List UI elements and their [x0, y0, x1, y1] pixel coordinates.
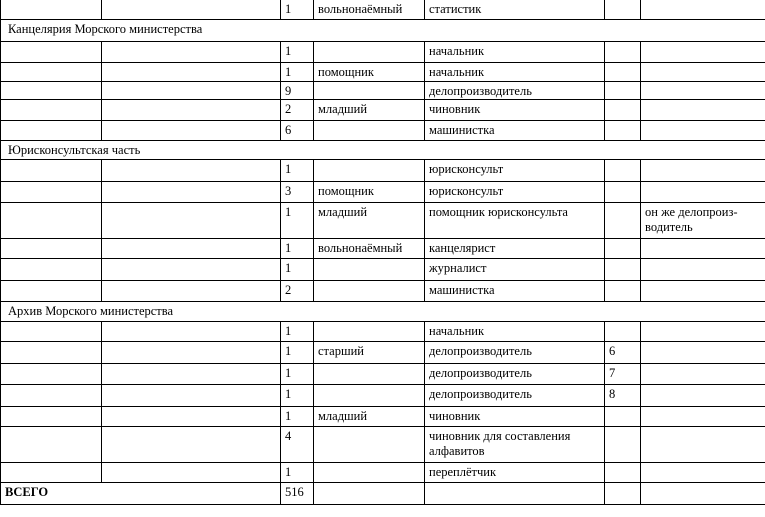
- staff-title: помощник юрисконсульта: [425, 203, 605, 239]
- staff-note: [641, 63, 765, 82]
- staff-count: 1: [281, 407, 314, 427]
- staff-count: 1: [281, 42, 314, 63]
- staff-note: [641, 121, 765, 141]
- staff-kind: [314, 82, 425, 100]
- cell-empty: [102, 121, 281, 141]
- staff-note: [641, 427, 765, 463]
- staff-kind: младший: [314, 203, 425, 239]
- staff-title: юрисконсульт: [425, 160, 605, 182]
- staff-kind: младший: [314, 100, 425, 121]
- staff-title: канцелярист: [425, 239, 605, 259]
- staff-kind: [314, 427, 425, 463]
- staff-count: 9: [281, 82, 314, 100]
- staff-class: [605, 407, 641, 427]
- staff-kind: [314, 322, 425, 342]
- table-row: [1, 63, 765, 82]
- section-title: Архив Морского министерства: [1, 302, 765, 322]
- cell-empty: [605, 483, 641, 505]
- cell-empty: [102, 342, 281, 364]
- staff-title: чиновник: [425, 407, 605, 427]
- cell-empty: [1, 63, 102, 82]
- table-row: [1, 182, 765, 203]
- cell-empty: [102, 364, 281, 385]
- staff-count: 1: [281, 322, 314, 342]
- staff-title: делопроизводитель: [425, 342, 605, 364]
- section-header-row: [1, 20, 765, 42]
- staff-class: [605, 239, 641, 259]
- staff-note: [641, 42, 765, 63]
- cell-empty: [1, 463, 102, 483]
- cell-empty: [102, 463, 281, 483]
- cell-empty: [425, 483, 605, 505]
- cell-empty: [1, 121, 102, 141]
- staff-title: журналист: [425, 259, 605, 281]
- cell-empty: [1, 427, 102, 463]
- staff-count: 1: [281, 63, 314, 82]
- staff-class: [605, 203, 641, 239]
- table-row: [1, 364, 765, 385]
- table-row: [1, 121, 765, 141]
- section-header-row: [1, 141, 765, 160]
- staff-count: 1: [281, 239, 314, 259]
- cell-empty: [102, 239, 281, 259]
- staff-class: [605, 281, 641, 302]
- staff-count: 1: [281, 463, 314, 483]
- staff-note: [641, 342, 765, 364]
- section-header-row: [1, 302, 765, 322]
- total-label: ВСЕГО: [1, 483, 281, 505]
- total-count: 516: [281, 483, 314, 505]
- staff-kind: [314, 463, 425, 483]
- staff-count: 1: [281, 259, 314, 281]
- staff-note: [641, 0, 765, 20]
- total-row: [1, 483, 765, 505]
- staff-title: начальник: [425, 322, 605, 342]
- staff-count: 1: [281, 385, 314, 407]
- staff-note: [641, 281, 765, 302]
- cell-empty: [102, 160, 281, 182]
- cell-empty: [1, 239, 102, 259]
- staff-class: [605, 0, 641, 20]
- cell-empty: [102, 82, 281, 100]
- staff-kind: [314, 121, 425, 141]
- staff-note: он же делопроиз-водитель: [641, 203, 765, 239]
- table-row: [1, 385, 765, 407]
- cell-empty: [1, 385, 102, 407]
- staff-count: 6: [281, 121, 314, 141]
- staff-note: [641, 322, 765, 342]
- staff-kind: [314, 281, 425, 302]
- cell-empty: [102, 427, 281, 463]
- staff-count: 2: [281, 281, 314, 302]
- staff-note: [641, 160, 765, 182]
- table-row: [1, 281, 765, 302]
- table-row: [1, 463, 765, 483]
- staff-count: 1: [281, 342, 314, 364]
- table-row: [1, 342, 765, 364]
- cell-empty: [1, 100, 102, 121]
- staff-class: [605, 182, 641, 203]
- cell-empty: [102, 281, 281, 302]
- staff-title: делопроизводитель: [425, 385, 605, 407]
- staff-kind: [314, 42, 425, 63]
- staff-kind: вольнонаёмный: [314, 0, 425, 20]
- table-row: [1, 203, 765, 239]
- staff-kind: [314, 364, 425, 385]
- cell-empty: [102, 100, 281, 121]
- cell-empty: [1, 342, 102, 364]
- staff-note: [641, 239, 765, 259]
- table-row: [1, 407, 765, 427]
- staff-title: чиновник: [425, 100, 605, 121]
- cell-empty: [1, 82, 102, 100]
- staff-note: [641, 385, 765, 407]
- cell-empty: [102, 182, 281, 203]
- staff-note: [641, 364, 765, 385]
- cell-empty: [1, 203, 102, 239]
- staff-class: 6: [605, 342, 641, 364]
- staff-title: чиновник для составления алфавитов: [425, 427, 605, 463]
- staff-title: делопроизводитель: [425, 82, 605, 100]
- staff-kind: помощник: [314, 63, 425, 82]
- staff-kind: старший: [314, 342, 425, 364]
- cell-empty: [102, 407, 281, 427]
- staff-note: [641, 182, 765, 203]
- staff-class: [605, 463, 641, 483]
- section-title: Юрисконсультская часть: [1, 141, 765, 160]
- staff-note: [641, 259, 765, 281]
- staff-kind: [314, 385, 425, 407]
- table-row: [1, 42, 765, 63]
- cell-empty: [102, 0, 281, 20]
- staff-title: начальник: [425, 42, 605, 63]
- staff-class: 7: [605, 364, 641, 385]
- staff-title: начальник: [425, 63, 605, 82]
- staff-class: [605, 63, 641, 82]
- table-row: [1, 427, 765, 463]
- cell-empty: [1, 182, 102, 203]
- staff-class: [605, 160, 641, 182]
- staff-title: статистик: [425, 0, 605, 20]
- staff-count: 1: [281, 364, 314, 385]
- staff-count: 3: [281, 182, 314, 203]
- staff-count: 1: [281, 203, 314, 239]
- staff-class: [605, 100, 641, 121]
- staff-note: [641, 82, 765, 100]
- staff-count: 1: [281, 160, 314, 182]
- staff-title: машинистка: [425, 121, 605, 141]
- table-row: [1, 100, 765, 121]
- staff-kind: [314, 160, 425, 182]
- table-row: [1, 239, 765, 259]
- table-row: [1, 259, 765, 281]
- staff-title: переплётчик: [425, 463, 605, 483]
- cell-empty: [1, 42, 102, 63]
- cell-empty: [102, 203, 281, 239]
- staff-class: [605, 121, 641, 141]
- staff-class: [605, 259, 641, 281]
- cell-empty: [102, 322, 281, 342]
- cell-empty: [102, 385, 281, 407]
- cell-empty: [1, 160, 102, 182]
- staff-count: 1: [281, 0, 314, 20]
- staff-note: [641, 100, 765, 121]
- cell-empty: [1, 322, 102, 342]
- staff-kind: младший: [314, 407, 425, 427]
- cell-empty: [102, 63, 281, 82]
- cell-empty: [641, 483, 765, 505]
- staff-title: делопроизводитель: [425, 364, 605, 385]
- staff-note: [641, 463, 765, 483]
- staff-kind: [314, 259, 425, 281]
- staff-class: [605, 322, 641, 342]
- staff-kind: вольнонаёмный: [314, 239, 425, 259]
- table-row: [1, 0, 765, 20]
- staff-kind: помощник: [314, 182, 425, 203]
- cell-empty: [1, 407, 102, 427]
- staff-note: [641, 407, 765, 427]
- staff-class: 8: [605, 385, 641, 407]
- cell-empty: [1, 259, 102, 281]
- staff-title: юрисконсульт: [425, 182, 605, 203]
- table-row: [1, 322, 765, 342]
- staff-title: машинистка: [425, 281, 605, 302]
- cell-empty: [1, 0, 102, 20]
- cell-empty: [1, 281, 102, 302]
- staff-count: 4: [281, 427, 314, 463]
- table-row: [1, 160, 765, 182]
- table-row: [1, 82, 765, 100]
- cell-empty: [1, 364, 102, 385]
- cell-empty: [102, 42, 281, 63]
- cell-empty: [314, 483, 425, 505]
- staff-class: [605, 427, 641, 463]
- staff-class: [605, 42, 641, 63]
- section-title: Канцелярия Морского министерства: [1, 20, 765, 42]
- cell-empty: [102, 259, 281, 281]
- staff-class: [605, 82, 641, 100]
- staff-count: 2: [281, 100, 314, 121]
